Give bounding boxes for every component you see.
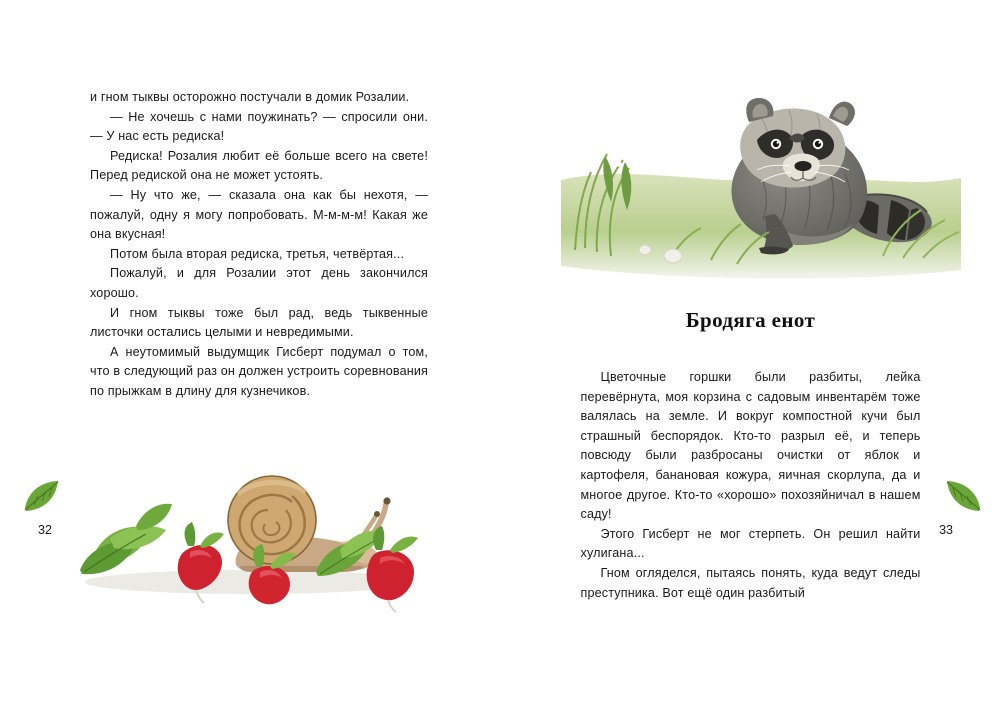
paragraph: А неутомимый выдумщик Гисберт подумал о том, что в следующий раз он должен устроить соревнования по прыжкам в длину для кузнечиков.: [90, 344, 428, 398]
paragraph: Гном огляделся, пытаясь понять, куда ведут следы преступника. Вот ещё один разбитый: [580, 565, 921, 600]
paragraph: Редиска! Розалия любит её больше всего на свете! Перед редиской она не может устоять.: [90, 148, 428, 183]
paragraph: Потом была вторая редиска, третья, четвёртая...: [110, 246, 405, 261]
paragraph: — Не хочешь с нами поужинать? — спросили они. — У нас есть редиска!: [90, 109, 428, 144]
paragraph: Цветочные горшки были разбиты, лейка перевёрнута, моя корзина с садовым инвентарём тоже валялась на земле. И вокруг компостной кучи был страшный беспорядок. Кто-то разрыл её, и теперь повсюду были разбросаны очистки от яблок и картофеля, банановая кожура, яичная скорлупа, да и многое другое. Кто-то «хорошо» похозяйничал в нашем саду!: [580, 370, 921, 522]
paragraph: — Ну что же, — сказала она как бы нехотя, — пожалуй, одну я могу попробовать. М-м-м-м! Какая же она вкусная!: [90, 187, 428, 242]
paragraph: И гном тыквы тоже был рад, ведь тыквенные листочки остались целыми и невредимыми.: [90, 305, 428, 340]
raccoon-illustration: [561, 60, 961, 300]
right-page-text-column: [581, 368, 921, 603]
page-number-right: 33: [939, 523, 953, 537]
chapter-title: Бродяга енот: [685, 308, 816, 332]
snail-and-radishes-illustration: [40, 430, 460, 605]
paragraph: Этого Гисберт не мог стерпеть. Он решил найти хулигана...: [580, 526, 921, 561]
leaf-icon: [943, 478, 983, 514]
paragraph: и гном тыквы осторожно постучали в домик Розалии.: [90, 90, 410, 104]
paragraph: Пожалуй, и для Розалии этот день закончился хорошо.: [90, 266, 428, 300]
right-page: [501, 0, 1001, 717]
left-page-text-column: [90, 88, 428, 402]
page-number-left: 32: [38, 523, 52, 537]
